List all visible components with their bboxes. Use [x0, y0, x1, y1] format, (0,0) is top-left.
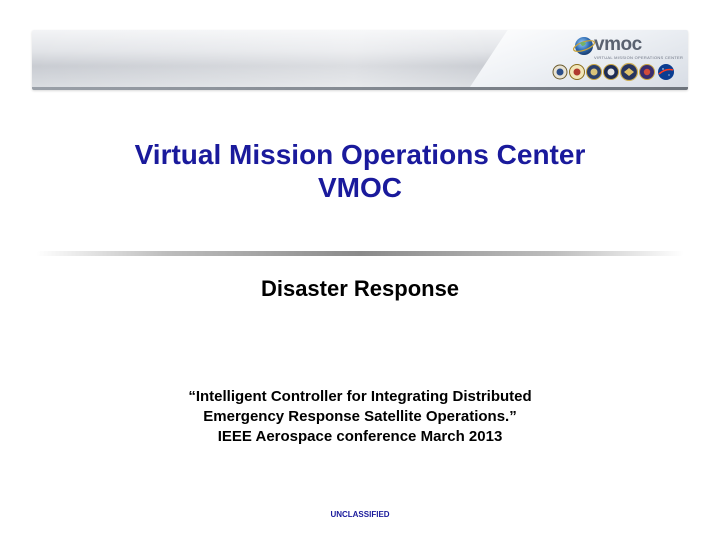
vmoc-logo [550, 34, 684, 84]
agency-seal-icon [570, 65, 585, 80]
citation [0, 387, 720, 447]
nasa-logo-icon [658, 64, 674, 80]
agency-seal-icon [587, 65, 602, 80]
header-sheen [32, 30, 492, 90]
agency-seal-icon [640, 65, 655, 80]
citation-line-2: Emergency Response Satellite Operations.” [203, 408, 517, 425]
citation-line-1: “Intelligent Controller for Integrating Distributed [188, 388, 532, 405]
logo-subtext: VIRTUAL MISSION OPERATIONS CENTER [594, 55, 684, 60]
page-title [0, 138, 720, 204]
subtitle: Disaster Response [260, 276, 460, 301]
agency-seal-icon [621, 64, 638, 81]
agency-seal-icon [553, 65, 567, 79]
agency-seals [550, 61, 680, 81]
logo-text: vmoc [594, 34, 642, 55]
page-title-line-2: VMOC [318, 172, 402, 203]
classification-label: UNCLASSIFIED [330, 510, 390, 519]
header-bottom-line [32, 87, 688, 90]
globe-icon [572, 34, 596, 58]
title-separator [36, 251, 684, 256]
agency-seal-icon [604, 65, 619, 80]
page-title-line-1: Virtual Mission Operations Center [134, 139, 586, 170]
citation-line-3: IEEE Aerospace conference March 2013 [217, 428, 503, 445]
